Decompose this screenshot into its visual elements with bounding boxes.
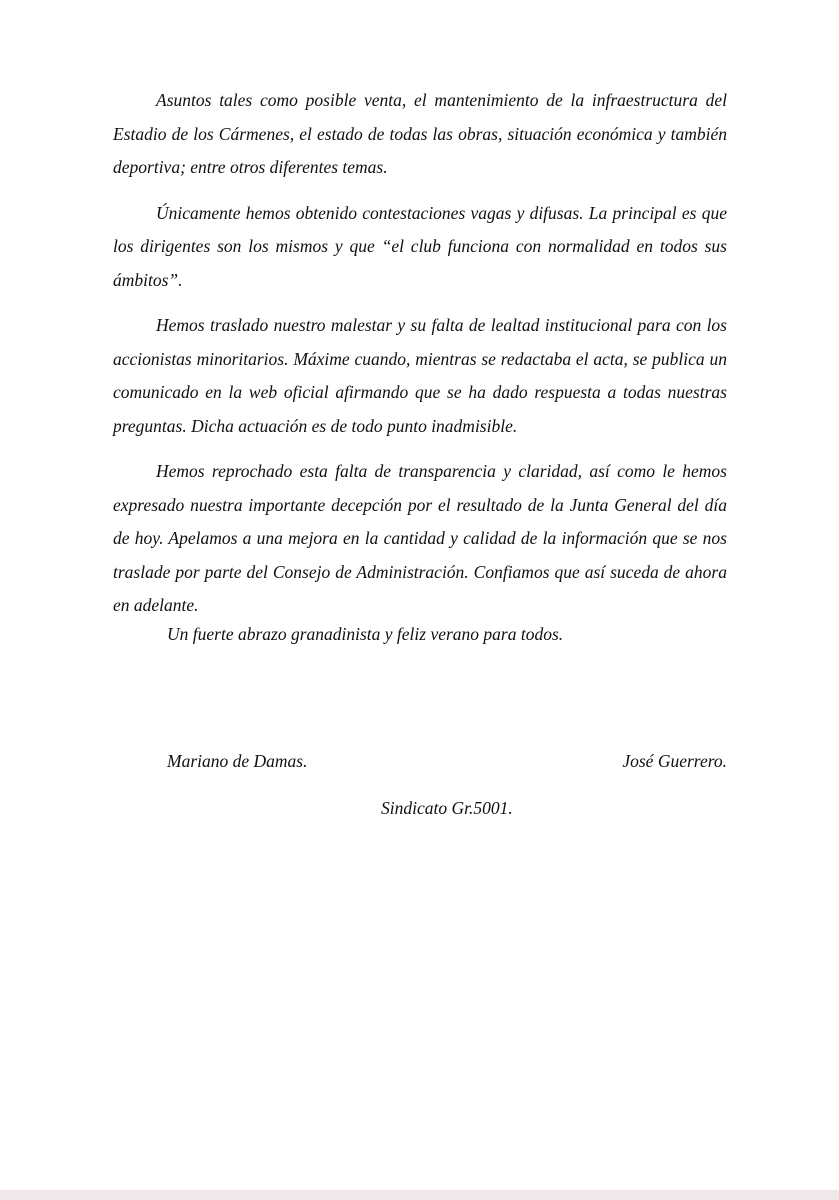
- paragraph-discontent: Hemos traslado nuestro malestar y su falta de lealtad institucional para con los accionistas minoritarios. Máxime cuando, mientras se redactaba el acta, se publica un comunicado en la web oficial afirmando que se ha dado respuesta a todas nuestras preguntas. Dicha actuación es de todo punto inadmisible.: [113, 315, 727, 436]
- paragraph-responses: Únicamente hemos obtenido contestaciones vagas y difusas. La principal es que los dirigentes son los mismos y que “el club funciona con normalidad en todos sus ámbitos”.: [113, 202, 727, 290]
- page-bottom-edge: [0, 1190, 839, 1200]
- organization-name: Sindicato Gr.5001.: [381, 798, 513, 818]
- closing-line: Un fuerte abrazo granadinista y feliz verano para todos.: [167, 624, 564, 644]
- paragraph-topics: Asuntos tales como posible venta, el mantenimiento de la infraestructura del Estadio de los Cármenes, el estado de todas las obras, situación económica y también deportiva; entre otros diferentes temas.: [113, 90, 727, 177]
- paragraph-reproach: Hemos reprochado esta falta de transparencia y claridad, así como le hemos expresado nuestra importante decepción por el resultado de la Junta General del día de hoy. Apelamos a una mejora en la cantidad y calidad de la información que se nos traslade por parte del Consejo de Administración. Confiamos que así suceda de ahora en adelante.: [113, 461, 727, 615]
- signature-left: Mariano de Damas.: [167, 751, 308, 771]
- signature-right: José Guerrero.: [622, 751, 727, 771]
- letter-body: [113, 84, 727, 635]
